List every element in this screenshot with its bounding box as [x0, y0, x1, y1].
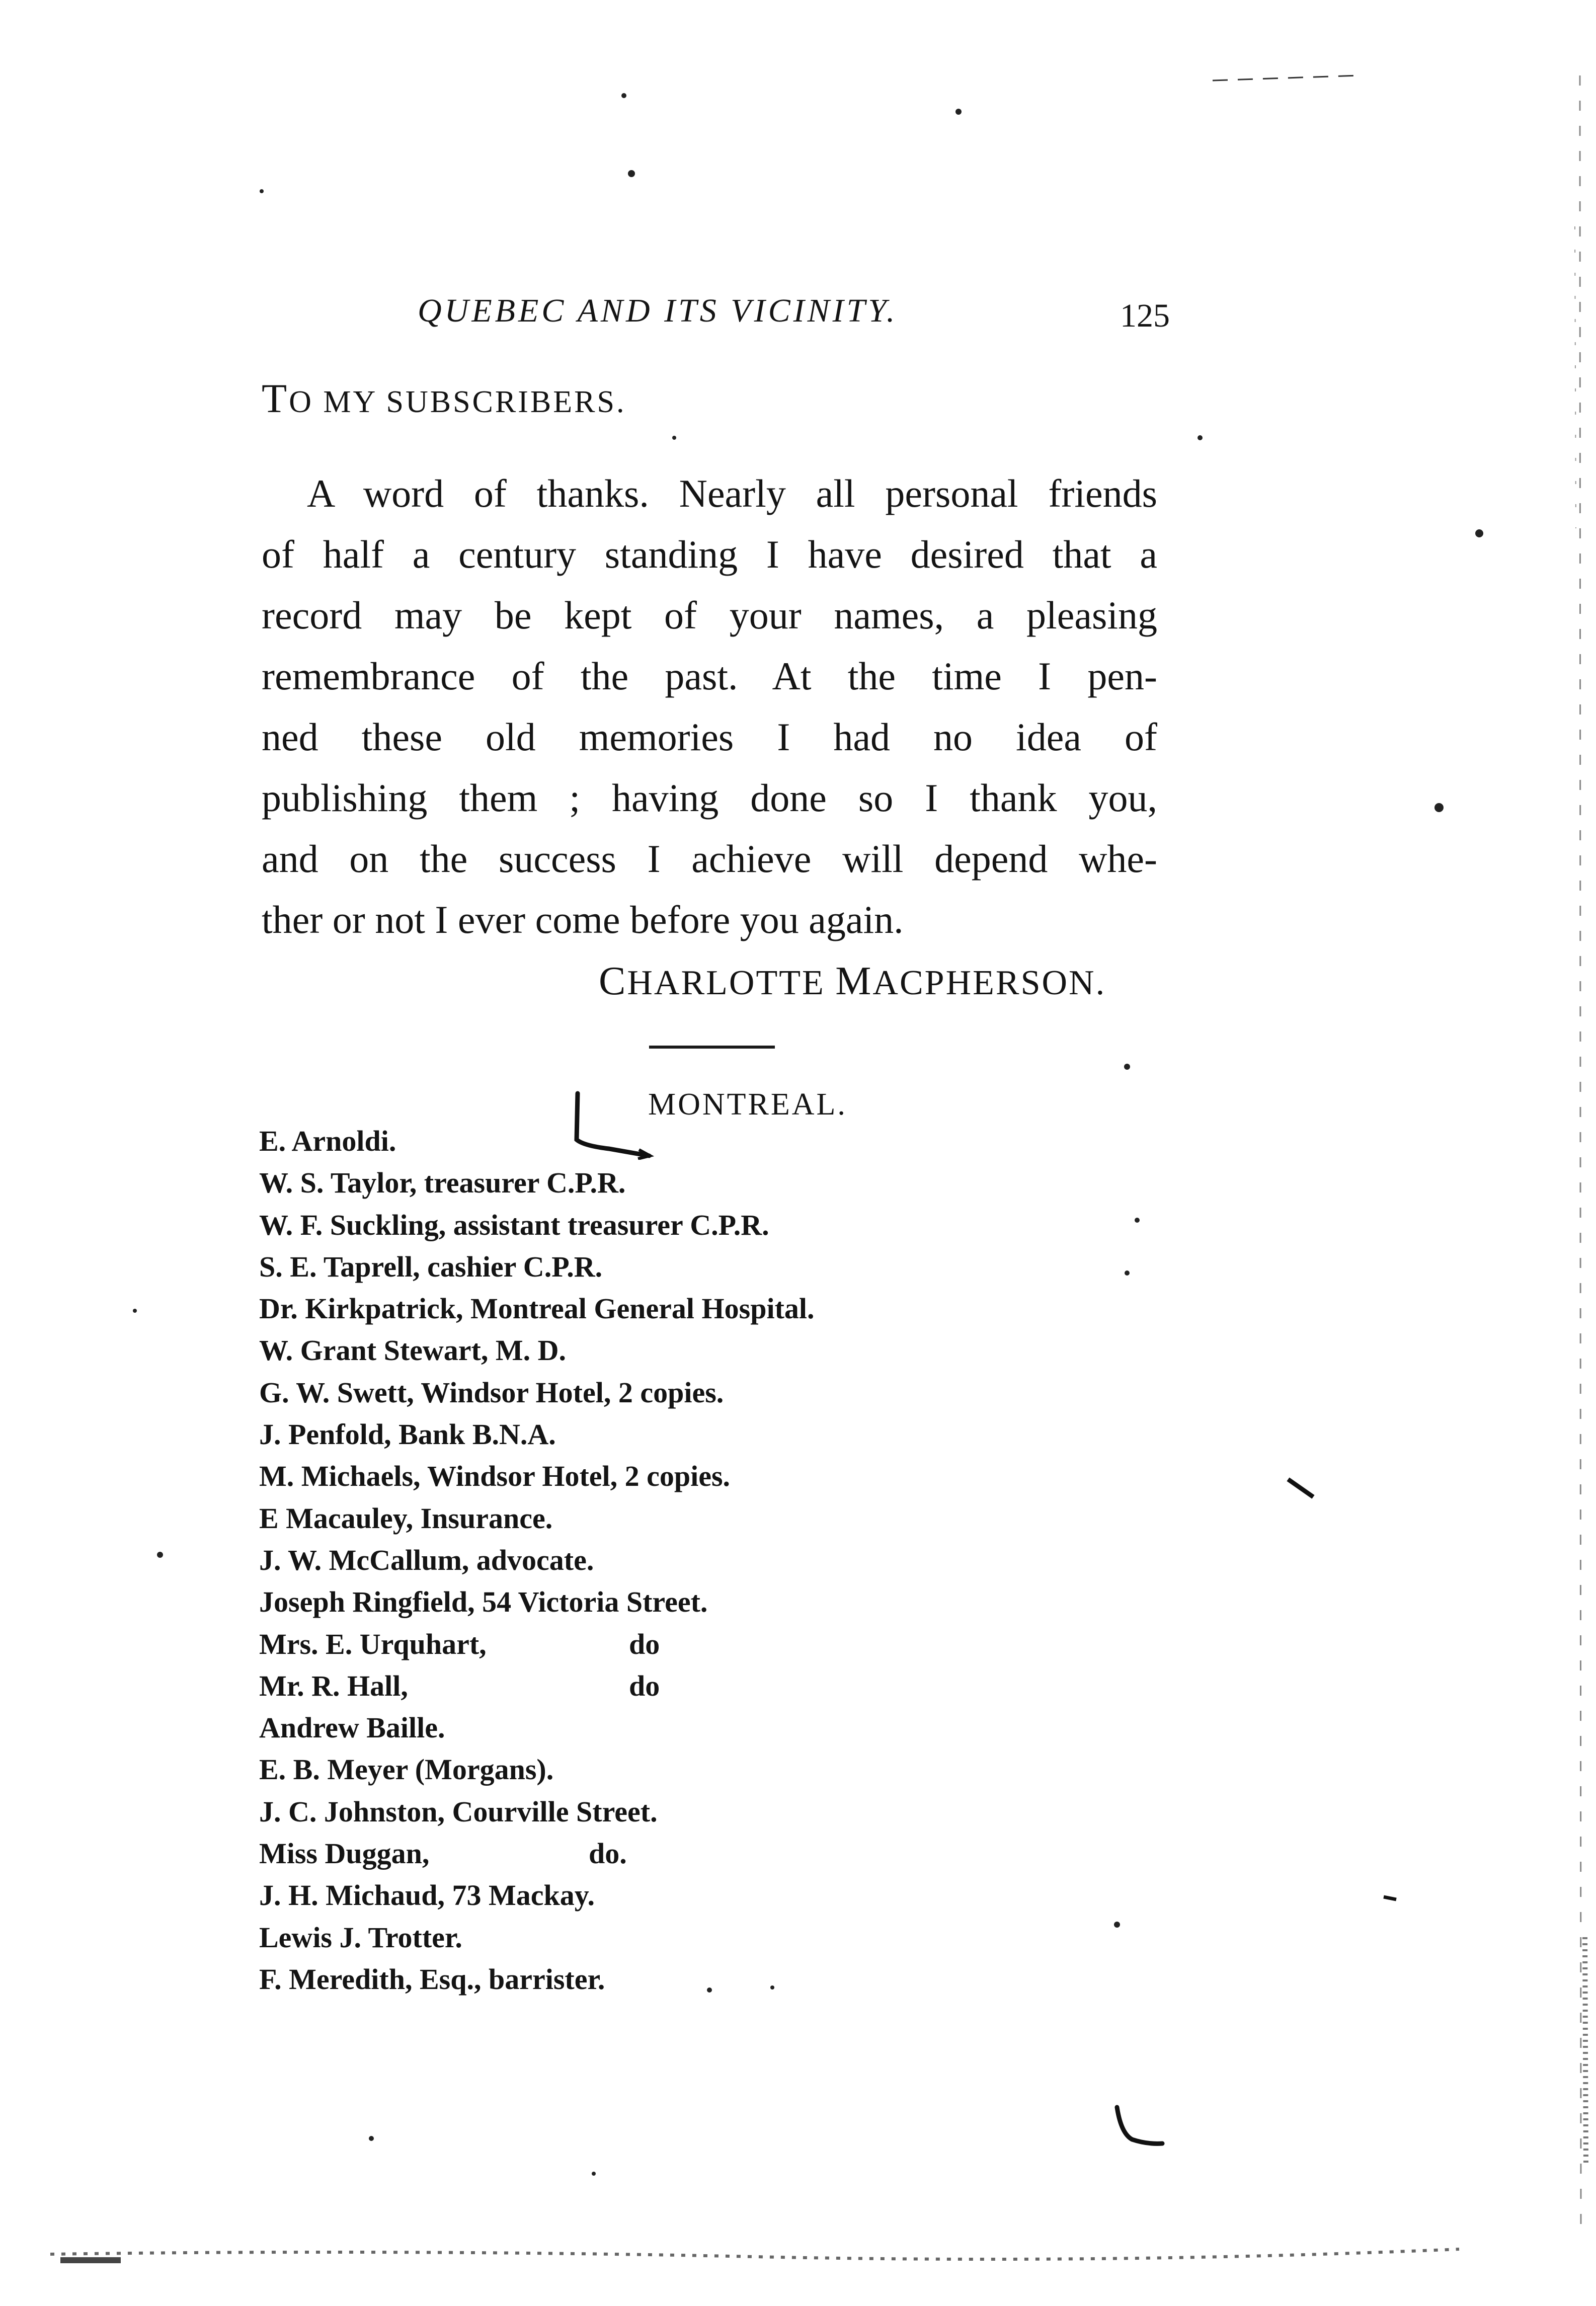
ditto-mark: do.: [589, 1837, 627, 1870]
signature-first-initial: C: [599, 959, 627, 1003]
subscriber-name: M. Michaels, Windsor Hotel, 2 copies.: [259, 1460, 731, 1493]
subscriber-name: G. W. Swett, Windsor Hotel, 2 copies.: [259, 1376, 724, 1409]
subscriber-name: F. Meredith, Esq., barrister.: [259, 1962, 605, 1996]
paragraph-line: ther or not I ever come before you again.: [262, 898, 904, 941]
subscriber-name: E Macauley, Insurance.: [259, 1501, 553, 1535]
city-heading: MONTREAL.: [648, 1087, 847, 1122]
page-number: 125: [1120, 297, 1170, 334]
subscriber-name: Mrs. E. Urquhart,: [259, 1627, 487, 1660]
subscriber-name: J. C. Johnston, Courville Street.: [259, 1795, 658, 1828]
subscriber-name: E. Arnoldi.: [259, 1125, 396, 1157]
ditto-mark: do: [629, 1669, 660, 1702]
subscriber-name: W. F. Suckling, assistant treasurer C.P.R.: [259, 1208, 769, 1241]
subscriber-name: Joseph Ringfield, 54 Victoria Street.: [259, 1585, 708, 1619]
subscriber-name: W. Grant Stewart, M. D.: [259, 1334, 566, 1367]
subscriber-name: J. H. Michaud, 73 Mackay.: [259, 1879, 595, 1912]
signature-last-initial: M: [835, 959, 873, 1003]
paragraph-line: record may be kept of your names, a pleasing: [262, 593, 1157, 637]
subscriber-name: Mr. R. Hall,: [259, 1669, 408, 1702]
paragraph-line: publishing them ; having done so I thank you,: [262, 776, 1157, 820]
signature-first-name: HARLOTTE: [627, 964, 825, 1002]
signature-last-name: ACPHERSON.: [872, 964, 1106, 1002]
page-edge-shadow: [1465, 75, 1596, 2239]
subscriber-name: E. B. Meyer (Morgans).: [259, 1753, 554, 1786]
paragraph-line: of half a century standing I have desired that a: [262, 532, 1157, 576]
subscriber-name: W. S. Taylor, treasurer C.P.R.: [259, 1166, 626, 1200]
section-heading-initial: T: [262, 375, 289, 421]
ditto-mark: do: [629, 1627, 660, 1660]
section-heading-text: O MY SUBSCRIBERS.: [289, 385, 626, 419]
subscriber-name: J. Penfold, Bank B.N.A.: [259, 1418, 556, 1451]
paragraph-line: A word of thanks. Nearly all personal friends: [307, 471, 1157, 515]
paragraph-line: ned these old memories I had no idea of: [262, 715, 1157, 759]
subscriber-name: J. W. McCallum, advocate.: [259, 1543, 594, 1576]
running-title: QUEBEC AND ITS VICINITY.: [418, 292, 898, 329]
subscriber-name: Miss Duggan,: [259, 1837, 430, 1870]
paragraph-line: remembrance of the past. At the time I pen-: [262, 654, 1157, 698]
subscriber-name: Lewis J. Trotter.: [259, 1921, 462, 1954]
subscriber-name: Andrew Baille.: [259, 1711, 445, 1744]
subscriber-name: S. E. Taprell, cashier C.P.R.: [259, 1250, 603, 1283]
subscriber-name: Dr. Kirkpatrick, Montreal General Hospital.: [259, 1292, 815, 1325]
paragraph-line: and on the success I achieve will depend whe-: [262, 837, 1157, 881]
